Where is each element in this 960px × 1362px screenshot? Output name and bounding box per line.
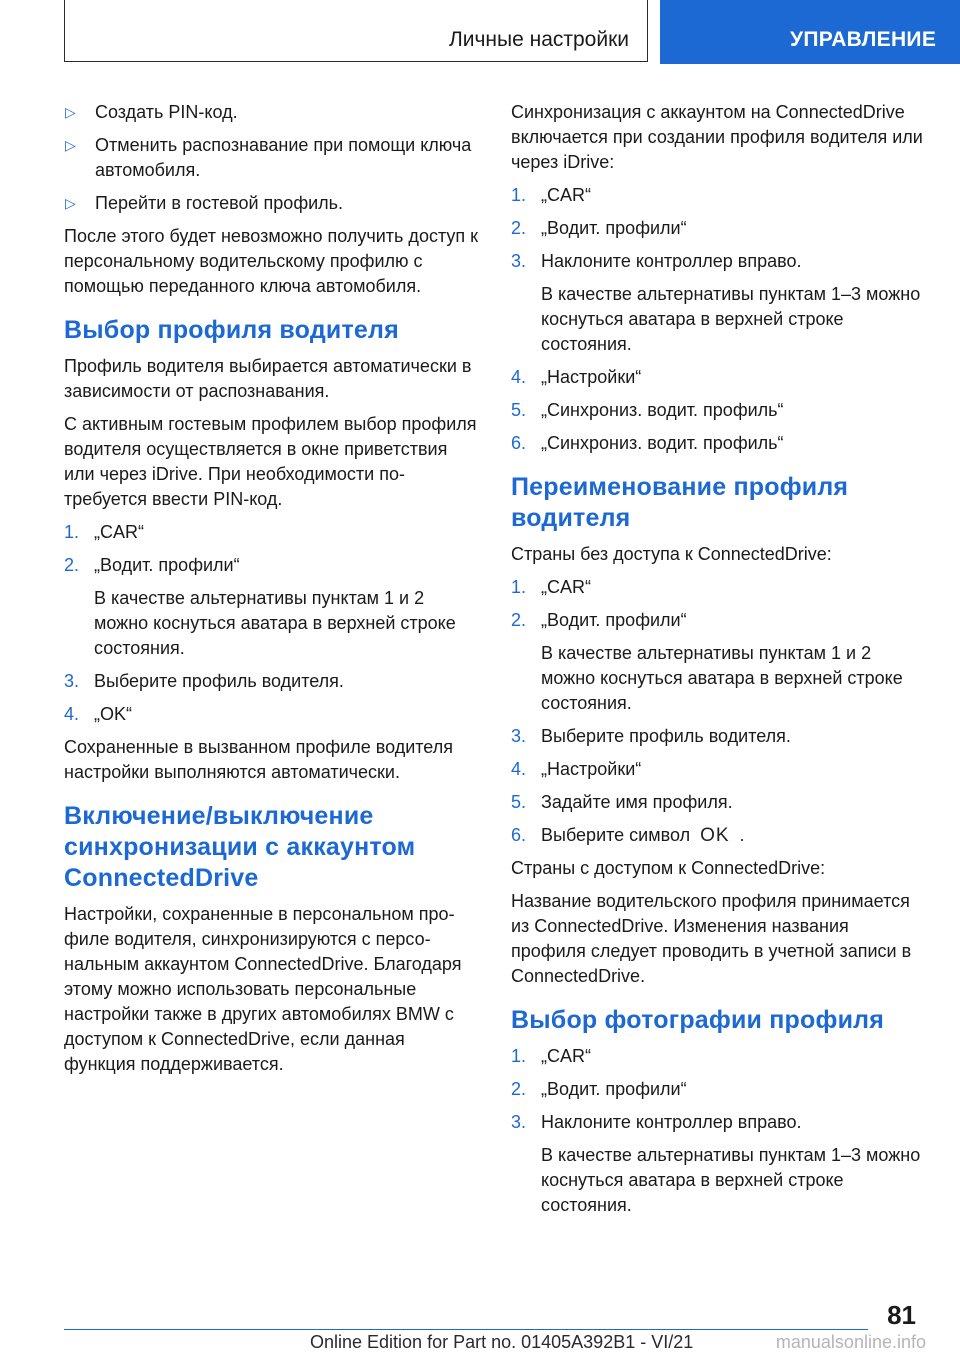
step-text: В качестве альтернативы пунктам 1–3 можно коснуться аватара в верхней строке состояния. (541, 284, 921, 354)
step-text: Выберите профиль водителя. (541, 726, 791, 746)
step-number: 6. (511, 433, 527, 453)
step-number: 4. (511, 759, 527, 779)
edition-footer: Online Edition for Part no. 01405A392B1 - VI/21 (310, 1332, 694, 1352)
ok-symbol-icon: OK (700, 825, 730, 846)
step-number (511, 282, 541, 357)
step-text-end: . (739, 825, 745, 845)
paragraph: Профиль водителя выбирается автоматически в зависимости от распознавания. (64, 356, 472, 401)
step-number: 3. (511, 251, 527, 271)
step-text: Выберите профиль водителя. (94, 671, 344, 691)
list-item-text: Перейти в гостевой профиль. (95, 193, 344, 213)
paragraph: Страны с доступом к ConnectedDrive: (511, 858, 826, 878)
step-text: „Синхрониз. водит. профиль“ (541, 433, 784, 453)
heading-sync: Включение/выключение синхронизации с аккаунтом ConnectedDrive (64, 802, 416, 892)
step-text-main: Выберите символ (541, 825, 691, 845)
list-item (64, 191, 479, 216)
step-number: 3. (511, 726, 527, 746)
step-number: 3. (511, 1112, 527, 1132)
step-item (511, 431, 926, 456)
step-item (511, 1044, 926, 1069)
step-item (64, 669, 479, 694)
step-note (64, 586, 479, 661)
step-text: „Настройки“ (541, 759, 642, 779)
paragraph: Сохраненные в вызванном профиле водителя настройки выполняются автоматически. (64, 737, 453, 782)
step-item (64, 553, 479, 578)
triangle-bullet-icon: ▷ (65, 137, 76, 153)
step-text: „Водит. профили“ (541, 1079, 687, 1099)
step-number (64, 586, 94, 661)
step-text: Наклоните контроллер вправо. (541, 251, 802, 271)
step-item (511, 183, 926, 208)
step-item (511, 757, 926, 782)
footer-divider (64, 1329, 868, 1330)
list-item-text: Создать PIN-код. (95, 102, 238, 122)
list-item (64, 100, 479, 125)
step-item (511, 1110, 926, 1135)
step-number: 5. (511, 400, 527, 420)
step-number: 2. (511, 1079, 527, 1099)
step-number: 3. (64, 671, 80, 691)
step-text: Задайте имя профиля. (541, 792, 733, 812)
step-number (511, 641, 541, 716)
step-item (511, 398, 926, 423)
step-item (511, 790, 926, 815)
step-item (511, 365, 926, 390)
step-item (511, 575, 926, 600)
paragraph: Настройки, сохраненные в персональном профиле водителя, синхронизируются с персональным аккаунтом ConnectedDrive. Благодаря этому можно использовать персональные настройки также в других автомобилях BMW с доступом к ConnectedDrive, если данная функция поддерживается. (64, 904, 462, 1074)
watermark: manualsonline.info (775, 1332, 926, 1352)
step-text: „Настройки“ (541, 367, 642, 387)
step-number: 1. (64, 522, 80, 542)
step-text: „Синхрониз. водит. профиль“ (541, 400, 784, 420)
header-section-frame (64, 0, 648, 62)
list-item (64, 133, 479, 183)
heading-photo: Выбор фотографии профиля (511, 1006, 885, 1034)
paragraph: Страны без доступа к ConnectedDrive: (511, 544, 832, 564)
step-text: В качестве альтернативы пунктам 1 и 2 можно коснуться аватара в верхней строке состояния. (541, 643, 903, 713)
step-number: 5. (511, 792, 527, 812)
chapter-tab: УПРАВЛЕНИЕ (660, 0, 960, 64)
paragraph: Название водительского профиля принимается из ConnectedDrive. Изменения названия профиля следует проводить в учетной записи в ConnectedDrive. (511, 891, 912, 986)
step-number: 2. (511, 610, 527, 630)
step-text: В качестве альтернативы пунктам 1–3 можно коснуться аватара в верхней строке состояния. (541, 1145, 921, 1215)
step-text: Наклоните контроллер вправо. (541, 1112, 802, 1132)
paragraph: Синхронизация с аккаунтом на ConnectedDrive включается при создании профиля водителя или через iDrive: (511, 102, 923, 172)
triangle-bullet-icon: ▷ (65, 104, 76, 120)
steps-select-profile (64, 520, 479, 727)
step-text (541, 823, 745, 848)
triangle-bullet-icon: ▷ (65, 195, 76, 211)
paragraph: С активным гостевым профилем выбор профиля водителя осуществляется в окне приветствия или через iDrive. При необходимости потребуется ввести PIN-код. (64, 414, 477, 509)
step-number: 6. (511, 825, 527, 845)
heading-rename: Переименование профиля водителя (511, 473, 849, 532)
section-title: Личные настройки (448, 28, 629, 51)
step-number: 4. (64, 704, 80, 724)
step-item (511, 823, 926, 848)
steps-photo (511, 1044, 926, 1218)
page-header (0, 0, 960, 64)
step-item (511, 1077, 926, 1102)
step-text: „Водит. профили“ (94, 555, 240, 575)
list-item-text: Отменить распознавание при помощи ключа автомобиля. (95, 135, 472, 180)
step-number: 1. (511, 185, 527, 205)
step-number: 2. (511, 218, 527, 238)
step-number: 2. (64, 555, 80, 575)
left-column (64, 100, 479, 1085)
step-text: „Водит. профили“ (541, 610, 687, 630)
step-note (511, 282, 926, 357)
step-text: „OK“ (94, 704, 132, 724)
step-item (64, 702, 479, 727)
step-item (511, 724, 926, 749)
step-text: „CAR“ (541, 1046, 591, 1066)
step-number: 1. (511, 1046, 527, 1066)
steps-sync (511, 183, 926, 456)
paragraph: После этого будет невозможно получить доступ к персональному водительскому профилю с помощью переданного ключа автомобиля. (64, 226, 479, 296)
step-note (511, 641, 926, 716)
bullet-list (64, 100, 479, 216)
step-item (511, 608, 926, 633)
step-text: „CAR“ (541, 577, 591, 597)
right-column (511, 100, 926, 1226)
step-number: 1. (511, 577, 527, 597)
step-text: В качестве альтернативы пунктам 1 и 2 можно коснуться аватара в верхней строке состояния. (94, 588, 456, 658)
step-number: 4. (511, 367, 527, 387)
step-number (511, 1143, 541, 1218)
page-number: 81 (887, 1300, 916, 1330)
heading-select-profile: Выбор профиля водителя (64, 316, 399, 344)
step-item (64, 520, 479, 545)
step-item (511, 249, 926, 274)
step-item (511, 216, 926, 241)
step-text: „CAR“ (541, 185, 591, 205)
step-text: „CAR“ (94, 522, 144, 542)
step-text: „Водит. профили“ (541, 218, 687, 238)
step-note (511, 1143, 926, 1218)
steps-rename (511, 575, 926, 848)
